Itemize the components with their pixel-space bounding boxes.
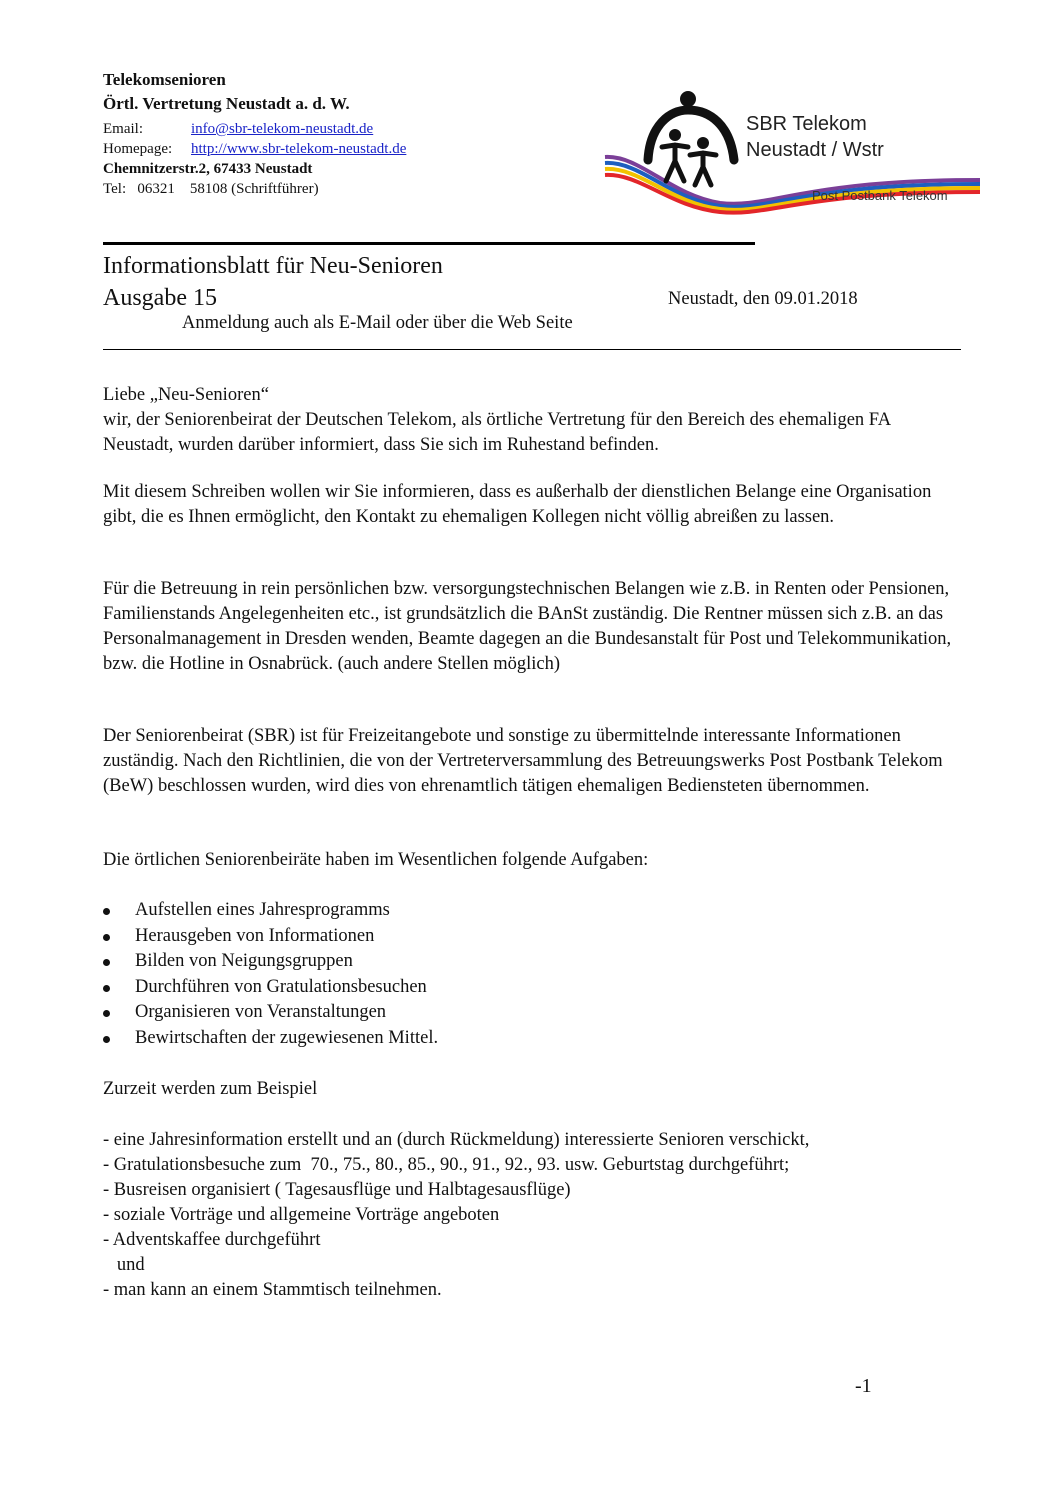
bullet-icon [103, 1010, 110, 1017]
phone: Tel: 06321 58108 (Schriftführer) [103, 181, 319, 197]
list-item: Bewirtschaften der zugewiesenen Mittel. [103, 1026, 803, 1052]
bullet-icon [103, 959, 110, 966]
address: Chemnitzerstr.2, 67433 Neustadt [103, 161, 313, 177]
email-link[interactable]: info@sbr-telekom-neustadt.de [191, 121, 374, 137]
list-item: - Gratulationsbesuche zum 70., 75., 80., 85., 90., 91., 92., 93. usw. Geburtstag durchgeführt; [103, 1155, 790, 1175]
title-subtitle: Anmeldung auch als E-Mail oder über die Web Seite [182, 313, 573, 333]
document-title: Informationsblatt für Neu-Senioren [103, 253, 443, 279]
paragraph-organisation: Mit diesem Schreiben wollen wir Sie informieren, dass es außerhalb der dienstlichen Belange eine Organisation gibt, die es Ihnen ermöglicht, den Kontakt zu ehemaligen Kollegen nicht völlig abreißen zu lassen. [103, 482, 932, 527]
bullet-icon [103, 1036, 110, 1043]
list-item: Bilden von Neigungsgruppen [103, 949, 803, 975]
list-item: und [103, 1255, 145, 1275]
list-item: - soziale Vorträge und allgemeine Vorträge angeboten [103, 1205, 500, 1225]
bullet-icon [103, 934, 110, 941]
page-number: -1 [855, 1375, 872, 1397]
org-name: Telekomsenioren [103, 70, 226, 89]
homepage-row [103, 139, 406, 159]
list-item: Aufstellen eines Jahresprogramms [103, 898, 803, 924]
tasks-list [103, 898, 803, 1052]
issue-number: Ausgabe 15 [103, 285, 217, 311]
list-item: - Adventskaffee durchgeführt [103, 1230, 321, 1250]
email-label: Email: [103, 121, 143, 137]
examples-intro: Zurzeit werden zum Beispiel [103, 1079, 318, 1099]
letter-body [103, 383, 983, 458]
paragraph-banst: Für die Betreuung in rein persönlichen bzw. versorgungstechnischen Belangen wie z.B. in Renten oder Pensionen, Familienstands Angelegenheiten etc., ist grundsätzlich die BAnSt zuständig. Die Rentner müssen sich z.B. an das Personalmanagement in Dresden wenden, Beamte dagegen an die Bundesanstalt für Post und Telekommunikation, bzw. die Hotline in Osnabrück. (auch andere Stellen möglich) [103, 579, 952, 674]
email-row [103, 119, 373, 139]
logo-tagline: Post Postbank Telekom [812, 188, 948, 203]
homepage-label: Homepage: [103, 141, 173, 157]
list-item: Herausgeben von Informationen [103, 924, 803, 950]
title-top-rule [103, 242, 755, 245]
sbr-logo [600, 85, 980, 215]
paragraph-intro: wir, der Seniorenbeirat der Deutschen Telekom, als örtliche Vertretung für den Bereich des ehemaligen FA Neustadt, wurden darüber informiert, dass Sie sich im Ruhestand befinden. [103, 410, 891, 455]
bullet-icon [103, 908, 110, 915]
org-branch: Örtl. Vertretung Neustadt a. d. W. [103, 94, 350, 113]
paragraph-seniorenbeirat: Der Seniorenbeirat (SBR) ist für Freizeitangebote und sonstige zu übermittelnde interessante Informationen zuständig. Nach den Richtlinien, die von der Vertreterversammlung des Betreuungswerks Post Postbank Telekom (BeW) beschlossen wurden, wird dies von ehrenamtlich tätigen ehemaligen Bediensteten übernommen. [103, 726, 943, 796]
place-date: Neustadt, den 09.01.2018 [668, 289, 858, 309]
bullet-icon [103, 985, 110, 992]
homepage-link[interactable]: http://www.sbr-telekom-neustadt.de [191, 141, 407, 157]
title-bottom-rule [103, 349, 961, 350]
list-item: - man kann an einem Stammtisch teilnehmen. [103, 1280, 442, 1300]
examples-list [103, 1128, 809, 1303]
list-item: - Busreisen organisiert ( Tagesausflüge und Halbtagesausflüge) [103, 1180, 571, 1200]
greeting: Liebe „Neu-Senioren“ [103, 385, 269, 405]
logo-title: SBR Telekom [746, 113, 867, 135]
list-item: Organisieren von Veranstaltungen [103, 1000, 803, 1026]
logo-subtitle: Neustadt / Wstr [746, 139, 884, 161]
list-item: - eine Jahresinformation erstellt und an (durch Rückmeldung) interessierte Senioren verschickt, [103, 1130, 810, 1150]
list-item: Durchführen von Gratulationsbesuchen [103, 975, 803, 1001]
tasks-intro: Die örtlichen Seniorenbeiräte haben im Wesentlichen folgende Aufgaben: [103, 850, 649, 870]
